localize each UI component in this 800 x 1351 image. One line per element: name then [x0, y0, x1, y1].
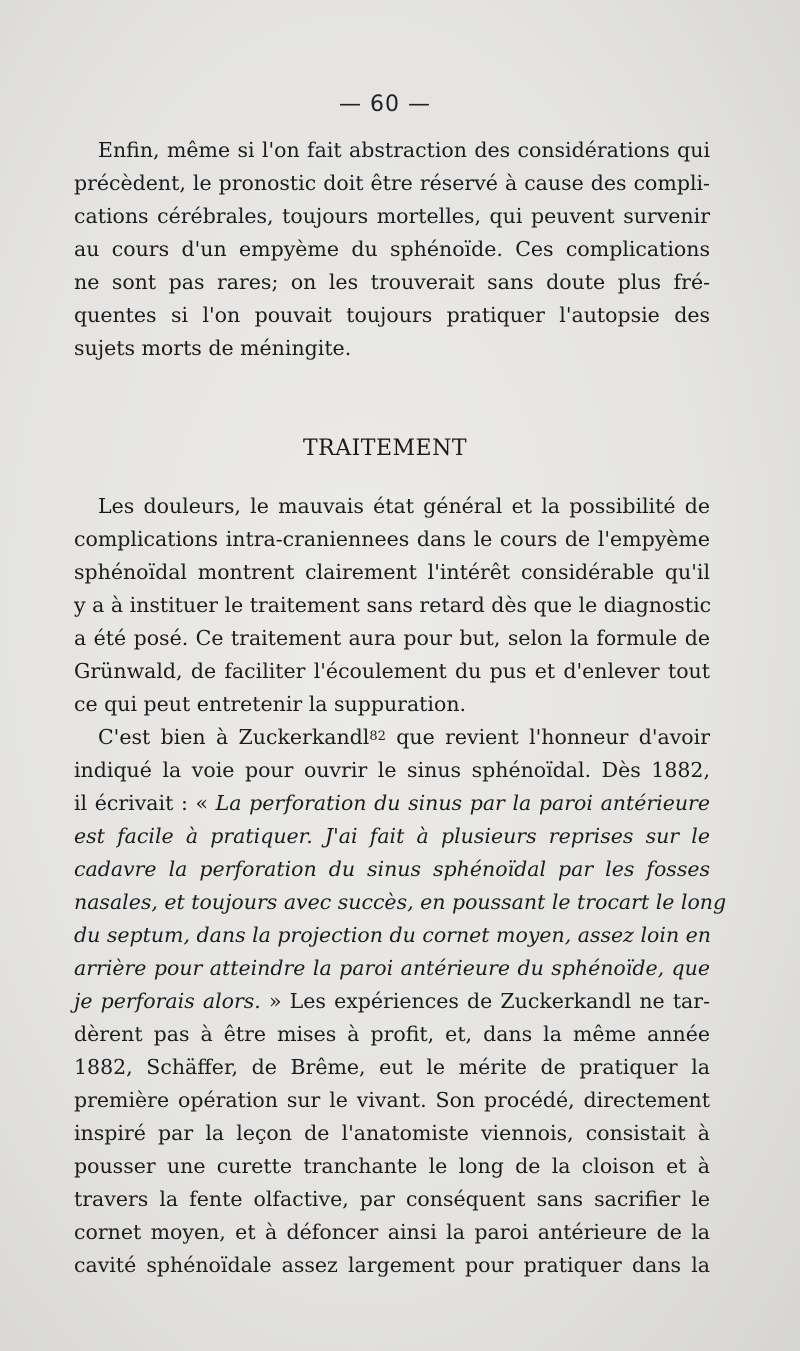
text-line: au cours d'un empyème du sphénoïde. Ces complications [74, 237, 710, 261]
text-line: 1882, Schäffer, de Brême, eut le mérite de pratiquer la [74, 1055, 710, 1079]
text-line: sujets morts de méningite. [74, 336, 352, 360]
text-segment: il écrivait : « [74, 791, 216, 815]
text-line: cornet moyen, et à défoncer ainsi la paroi antérieure de la [74, 1220, 710, 1244]
text-line: pousser une curette tranchante le long de la cloison et à [74, 1154, 710, 1178]
text-line: ce qui peut entretenir la suppuration. [74, 692, 467, 716]
text-line: ne sont pas rares; on les trouverait sans doute plus fré- [74, 270, 710, 294]
text-line: inspiré par la leçon de l'anatomiste viennois, consistait à [74, 1121, 710, 1145]
text-line: cavité sphénoïdale assez largement pour pratiquer dans la [74, 1253, 710, 1277]
text-line: sphénoïdal montrent clairement l'intérêt considérable qu'il [74, 560, 710, 584]
text-line [98, 724, 710, 750]
page-number: — 60 — [339, 92, 431, 117]
text-line: Enfin, même si l'on fait abstraction des considérations qui [98, 138, 710, 162]
quotation-line: nasales, et toujours avec succès, en poussant le trocart le long [74, 890, 727, 914]
text-line: première opération sur le vivant. Son procédé, directement [74, 1088, 710, 1112]
text-line: Grünwald, de faciliter l'écoulement du pus et d'enlever tout [74, 659, 710, 683]
quotation-line: est facile à pratiquer. J'ai fait à plusieurs reprises sur le [74, 824, 710, 848]
quotation-line: du septum, dans la projection du cornet moyen, assez loin en [74, 923, 712, 947]
text-line: cations cérébrales, toujours mortelles, qui peuvent survenir [74, 204, 710, 228]
text-segment: C'est bien à Zuckerkandl [98, 725, 370, 749]
text-line: précèdent, le pronostic doit être réservé à cause des compli- [74, 171, 710, 195]
quotation-text: je perforais alors. [74, 989, 261, 1013]
quotation-text: La perforation du sinus par la paroi antérieure [215, 791, 710, 815]
text-line: dèrent pas à être mises à profit, et, dans la même année [74, 1022, 710, 1046]
text-segment: » Les expériences de Zuckerkandl ne tar- [260, 989, 711, 1013]
quotation-line: cadavre la perforation du sinus sphénoïdal par les fosses [74, 857, 710, 881]
text-segment: que revient l'honneur d'avoir [385, 725, 711, 749]
text-line: Les douleurs, le mauvais état général et la possibilité de [98, 494, 710, 518]
section-heading: TRAITEMENT [302, 436, 468, 461]
text-line: y a à instituer le traitement sans retard dès que le diagnostic [74, 593, 712, 617]
text-line: a été posé. Ce traitement aura pour but, selon la formule de [74, 626, 710, 650]
text-line: indiqué la voie pour ouvrir le sinus sphénoïdal. Dès 1882, [74, 758, 710, 782]
text-line [74, 988, 710, 1014]
text-line: quentes si l'on pouvait toujours pratiquer l'autopsie des [74, 303, 710, 327]
text-line [74, 790, 710, 816]
quotation-line: arrière pour atteindre la paroi antérieure du sphénoïde, que [74, 956, 710, 980]
text-line: complications intra-craniennees dans le cours de l'empyème [74, 527, 710, 551]
text-line: travers la fente olfactive, par conséquent sans sacrifier le [74, 1187, 710, 1211]
reference-number: 82 [369, 729, 386, 744]
